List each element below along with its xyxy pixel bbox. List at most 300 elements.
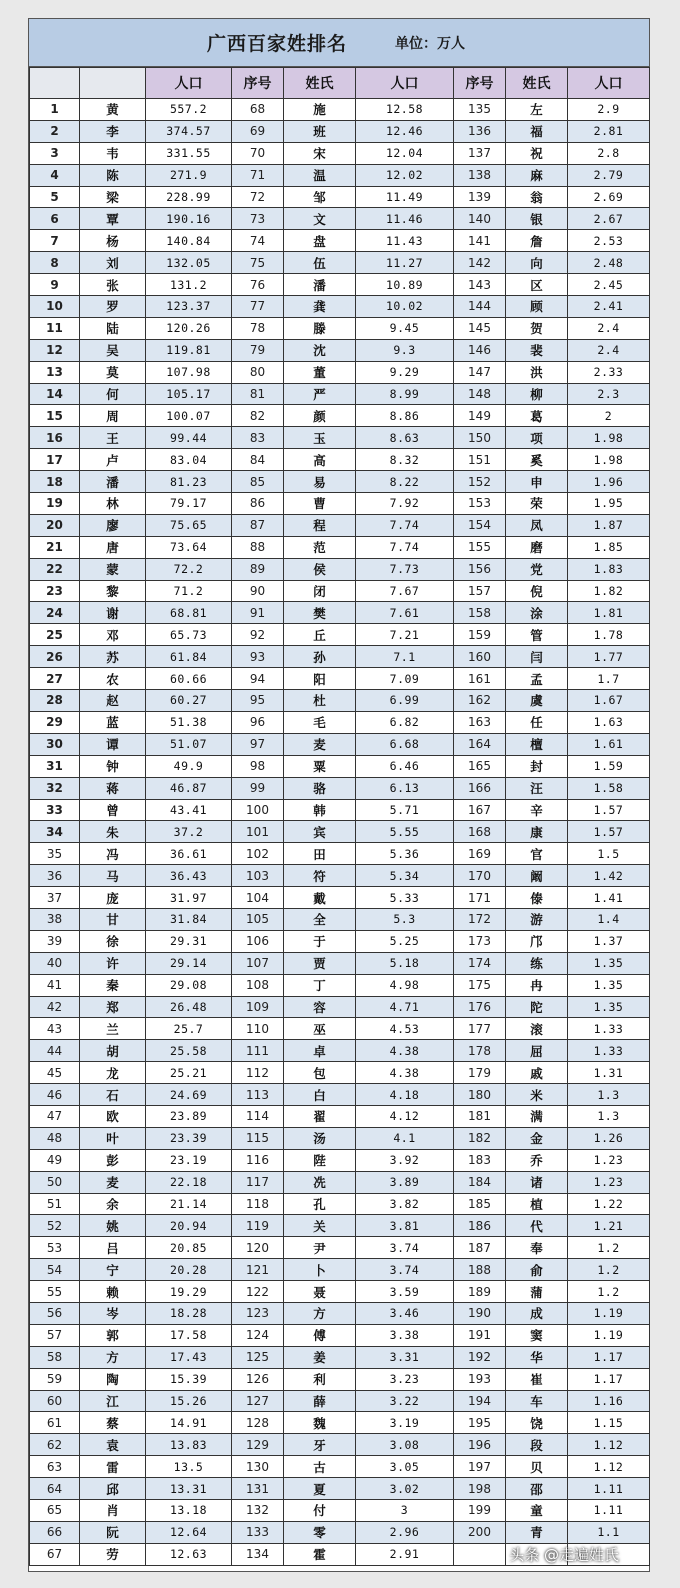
population-cell: 5.71: [356, 799, 454, 821]
table-row: [30, 493, 650, 515]
rank-cell: 66: [30, 1521, 80, 1543]
population-cell: 23.39: [146, 1127, 232, 1149]
population-cell: 1.21: [568, 1215, 650, 1237]
population-cell: 3.31: [356, 1346, 454, 1368]
population-cell: 3.46: [356, 1302, 454, 1324]
population-cell: 49.9: [146, 755, 232, 777]
population-cell: 26.48: [146, 996, 232, 1018]
population-cell: 1.17: [568, 1346, 650, 1368]
population-cell: 1.41: [568, 887, 650, 909]
rank-cell: 82: [232, 405, 284, 427]
rank-cell: 43: [30, 1018, 80, 1040]
surname-cell: 冼: [284, 1171, 356, 1193]
surname-cell: 全: [284, 908, 356, 930]
rank-cell: 122: [232, 1281, 284, 1303]
surname-cell: 傅: [284, 1324, 356, 1346]
surname-cell: 曾: [80, 799, 146, 821]
rank-cell: 88: [232, 536, 284, 558]
surname-cell: 朱: [80, 821, 146, 843]
rank-cell: 166: [454, 777, 506, 799]
surname-cell: 吕: [80, 1237, 146, 1259]
table-row: [30, 1259, 650, 1281]
rank-cell: 177: [454, 1018, 506, 1040]
surname-cell: 孔: [284, 1193, 356, 1215]
surname-cell: 任: [506, 711, 568, 733]
rank-cell: 159: [454, 624, 506, 646]
table-row: [30, 317, 650, 339]
surname-cell: 许: [80, 952, 146, 974]
table-row: [30, 996, 650, 1018]
population-cell: 1.2: [568, 1281, 650, 1303]
table-row: [30, 865, 650, 887]
population-cell: 4.38: [356, 1040, 454, 1062]
rank-cell: 37: [30, 887, 80, 909]
population-cell: 21.14: [146, 1193, 232, 1215]
table-row: [30, 1500, 650, 1522]
population-cell: 5.33: [356, 887, 454, 909]
surname-cell: 段: [506, 1434, 568, 1456]
population-cell: 51.07: [146, 733, 232, 755]
surname-cell: 霍: [284, 1543, 356, 1565]
population-cell: 20.85: [146, 1237, 232, 1259]
surname-cell: 秦: [80, 974, 146, 996]
surname-cell: 付: [284, 1500, 356, 1522]
table-row: [30, 230, 650, 252]
surname-cell: 江: [80, 1390, 146, 1412]
rank-cell: 164: [454, 733, 506, 755]
surname-cell: 屈: [506, 1040, 568, 1062]
rank-cell: 62: [30, 1434, 80, 1456]
table-row: [30, 1302, 650, 1324]
rank-cell: 44: [30, 1040, 80, 1062]
population-cell: 12.46: [356, 120, 454, 142]
rank-cell: 47: [30, 1105, 80, 1127]
rank-cell: 145: [454, 317, 506, 339]
population-cell: 15.39: [146, 1368, 232, 1390]
population-cell: 2.79: [568, 164, 650, 186]
population-cell: 2.41: [568, 296, 650, 318]
population-cell: 15.26: [146, 1390, 232, 1412]
surname-cell: 岑: [80, 1302, 146, 1324]
rank-cell: 185: [454, 1193, 506, 1215]
rank-cell: 9: [30, 274, 80, 296]
population-cell: 7.92: [356, 493, 454, 515]
population-cell: 1.31: [568, 1062, 650, 1084]
rank-cell: 3: [30, 142, 80, 164]
population-cell: 8.99: [356, 383, 454, 405]
rank-cell: 194: [454, 1390, 506, 1412]
rank-cell: 126: [232, 1368, 284, 1390]
population-cell: 83.04: [146, 449, 232, 471]
table-row: [30, 1478, 650, 1500]
rank-cell: 161: [454, 668, 506, 690]
table-row: [30, 471, 650, 493]
population-cell: 3: [356, 1500, 454, 1522]
surname-cell: 温: [284, 164, 356, 186]
population-cell: 1.85: [568, 536, 650, 558]
table-row: [30, 1149, 650, 1171]
header-population-2: 人口: [356, 68, 454, 99]
table-row: [30, 252, 650, 274]
surname-cell: 邝: [506, 930, 568, 952]
rank-cell: 141: [454, 230, 506, 252]
population-cell: 331.55: [146, 142, 232, 164]
surname-cell: 申: [506, 471, 568, 493]
population-cell: 123.37: [146, 296, 232, 318]
table-row: [30, 690, 650, 712]
population-cell: 2.8: [568, 142, 650, 164]
sheet-title: 广西百家姓排名: [207, 33, 348, 55]
surname-cell: 盘: [284, 230, 356, 252]
population-cell: 4.53: [356, 1018, 454, 1040]
population-cell: 8.63: [356, 427, 454, 449]
surname-cell: 田: [284, 843, 356, 865]
population-cell: 13.5: [146, 1456, 232, 1478]
population-cell: 9.29: [356, 361, 454, 383]
rank-cell: 168: [454, 821, 506, 843]
table-row: [30, 843, 650, 865]
rank-cell: 4: [30, 164, 80, 186]
rank-cell: 105: [232, 908, 284, 930]
surname-cell: 曹: [284, 493, 356, 515]
population-cell: 1.82: [568, 580, 650, 602]
surname-cell: 丘: [284, 624, 356, 646]
rank-cell: 140: [454, 208, 506, 230]
population-cell: 1.12: [568, 1434, 650, 1456]
surname-cell: 项: [506, 427, 568, 449]
surname-cell: 金: [506, 1127, 568, 1149]
population-cell: 5.18: [356, 952, 454, 974]
rank-cell: 154: [454, 514, 506, 536]
surname-cell: 零: [284, 1521, 356, 1543]
rank-cell: 60: [30, 1390, 80, 1412]
population-cell: 3.74: [356, 1237, 454, 1259]
population-cell: 131.2: [146, 274, 232, 296]
population-cell: 1.58: [568, 777, 650, 799]
population-cell: 68.81: [146, 602, 232, 624]
population-cell: 3.19: [356, 1412, 454, 1434]
surname-cell: 满: [506, 1105, 568, 1127]
rank-cell: 1: [30, 99, 80, 121]
rank-cell: 56: [30, 1302, 80, 1324]
surname-cell: 滚: [506, 1018, 568, 1040]
surname-cell: 顾: [506, 296, 568, 318]
table-row: [30, 405, 650, 427]
population-cell: 8.32: [356, 449, 454, 471]
population-cell: 19.29: [146, 1281, 232, 1303]
rank-cell: 118: [232, 1193, 284, 1215]
population-cell: 99.44: [146, 427, 232, 449]
population-cell: 5.36: [356, 843, 454, 865]
surname-cell: 范: [284, 536, 356, 558]
title-bar: [29, 19, 649, 67]
rank-cell: 95: [232, 690, 284, 712]
population-cell: 13.83: [146, 1434, 232, 1456]
rank-cell: 41: [30, 974, 80, 996]
table-row: [30, 1127, 650, 1149]
table-row: [30, 120, 650, 142]
surname-cell: 邱: [80, 1478, 146, 1500]
rank-cell: 113: [232, 1084, 284, 1106]
rank-cell: 175: [454, 974, 506, 996]
population-cell: 6.46: [356, 755, 454, 777]
surname-cell: 符: [284, 865, 356, 887]
population-cell: 17.58: [146, 1324, 232, 1346]
surname-cell: 青: [506, 1521, 568, 1543]
population-cell: 100.07: [146, 405, 232, 427]
rank-cell: 135: [454, 99, 506, 121]
rank-cell: 25: [30, 624, 80, 646]
rank-cell: 96: [232, 711, 284, 733]
rank-cell: 6: [30, 208, 80, 230]
rank-cell: 156: [454, 558, 506, 580]
population-cell: 1.19: [568, 1324, 650, 1346]
surname-cell: 陈: [80, 164, 146, 186]
population-cell: 1.67: [568, 690, 650, 712]
rank-cell: 100: [232, 799, 284, 821]
population-cell: 1.77: [568, 646, 650, 668]
surname-cell: 文: [284, 208, 356, 230]
table-row: [30, 99, 650, 121]
table-row: [30, 1521, 650, 1543]
population-cell: 46.87: [146, 777, 232, 799]
population-cell: 3.05: [356, 1456, 454, 1478]
surname-cell: 容: [284, 996, 356, 1018]
population-cell: 132.05: [146, 252, 232, 274]
rank-cell: 69: [232, 120, 284, 142]
table-row: [30, 580, 650, 602]
rank-cell: 59: [30, 1368, 80, 1390]
population-cell: 60.66: [146, 668, 232, 690]
surname-cell: 叶: [80, 1127, 146, 1149]
rank-cell: 106: [232, 930, 284, 952]
rank-cell: 22: [30, 558, 80, 580]
table-row: [30, 536, 650, 558]
table-row: [30, 1105, 650, 1127]
surname-cell: 车: [506, 1390, 568, 1412]
population-cell: 7.73: [356, 558, 454, 580]
rank-cell: 120: [232, 1237, 284, 1259]
surname-cell: 凤: [506, 514, 568, 536]
rank-cell: 20: [30, 514, 80, 536]
surname-cell: 唐: [80, 536, 146, 558]
surname-cell: 玉: [284, 427, 356, 449]
rank-cell: 157: [454, 580, 506, 602]
rank-cell: 85: [232, 471, 284, 493]
population-cell: 29.14: [146, 952, 232, 974]
population-cell: 1.22: [568, 1193, 650, 1215]
surname-cell: 陆: [80, 317, 146, 339]
surname-cell: 向: [506, 252, 568, 274]
header-rank-3: 序号: [454, 68, 506, 99]
population-cell: 6.82: [356, 711, 454, 733]
surname-cell: 肖: [80, 1500, 146, 1522]
rank-cell: 71: [232, 164, 284, 186]
population-cell: 6.68: [356, 733, 454, 755]
surname-cell: 施: [284, 99, 356, 121]
surname-cell: 邓: [80, 624, 146, 646]
surname-cell: 程: [284, 514, 356, 536]
rank-cell: [454, 1543, 506, 1565]
surname-cell: 徐: [80, 930, 146, 952]
rank-cell: 91: [232, 602, 284, 624]
population-cell: 4.38: [356, 1062, 454, 1084]
table-row: [30, 1215, 650, 1237]
population-cell: 1.3: [568, 1105, 650, 1127]
rank-cell: 87: [232, 514, 284, 536]
surname-cell: 侯: [284, 558, 356, 580]
population-cell: 8.86: [356, 405, 454, 427]
surname-cell: 陀: [506, 996, 568, 1018]
population-cell: 2.3: [568, 383, 650, 405]
population-cell: 75.65: [146, 514, 232, 536]
table-row: [30, 755, 650, 777]
population-cell: 2.4: [568, 339, 650, 361]
surname-cell: 陛: [284, 1149, 356, 1171]
rank-cell: 163: [454, 711, 506, 733]
population-cell: 1.5: [568, 843, 650, 865]
table-row: [30, 1346, 650, 1368]
surname-cell: 董: [284, 361, 356, 383]
surname-cell: 麦: [80, 1171, 146, 1193]
surname-cell: 葛: [506, 405, 568, 427]
population-cell: 5.34: [356, 865, 454, 887]
population-cell: 5.3: [356, 908, 454, 930]
surname-cell: 阮: [80, 1521, 146, 1543]
table-row: [30, 1193, 650, 1215]
rank-cell: 63: [30, 1456, 80, 1478]
population-cell: 29.31: [146, 930, 232, 952]
table-row: [30, 1390, 650, 1412]
surname-cell: 易: [284, 471, 356, 493]
population-cell: 23.89: [146, 1105, 232, 1127]
header-population-1: 人口: [146, 68, 232, 99]
rank-cell: 174: [454, 952, 506, 974]
surname-ranking-sheet: [28, 18, 650, 1572]
rank-cell: 73: [232, 208, 284, 230]
surname-cell: 魏: [284, 1412, 356, 1434]
rank-cell: 78: [232, 317, 284, 339]
surname-cell: 粟: [284, 755, 356, 777]
population-cell: 2.69: [568, 186, 650, 208]
rank-cell: 101: [232, 821, 284, 843]
population-cell: 12.64: [146, 1521, 232, 1543]
rank-cell: 182: [454, 1127, 506, 1149]
population-cell: 12.02: [356, 164, 454, 186]
population-cell: 12.04: [356, 142, 454, 164]
rank-cell: 142: [454, 252, 506, 274]
surname-cell: 刘: [80, 252, 146, 274]
population-cell: 71.2: [146, 580, 232, 602]
table-row: [30, 383, 650, 405]
rank-cell: 186: [454, 1215, 506, 1237]
rank-cell: 2: [30, 120, 80, 142]
surname-cell: 祝: [506, 142, 568, 164]
rank-cell: 19: [30, 493, 80, 515]
table-row: [30, 449, 650, 471]
surname-cell: 福: [506, 120, 568, 142]
rank-cell: 36: [30, 865, 80, 887]
surname-cell: 彭: [80, 1149, 146, 1171]
population-cell: 37.2: [146, 821, 232, 843]
population-cell: 3.92: [356, 1149, 454, 1171]
rank-cell: 139: [454, 186, 506, 208]
population-cell: 1.59: [568, 755, 650, 777]
population-cell: 1.57: [568, 821, 650, 843]
table-row: [30, 1062, 650, 1084]
rank-cell: 48: [30, 1127, 80, 1149]
rank-cell: 65: [30, 1500, 80, 1522]
population-cell: 5.25: [356, 930, 454, 952]
table-row: [30, 646, 650, 668]
rank-cell: 190: [454, 1302, 506, 1324]
surname-cell: 龚: [284, 296, 356, 318]
rank-cell: 74: [232, 230, 284, 252]
watermark: 头条 @走遍姓氏: [509, 1546, 619, 1564]
rank-cell: 114: [232, 1105, 284, 1127]
rank-cell: 172: [454, 908, 506, 930]
population-cell: 2.91: [356, 1543, 454, 1565]
rank-cell: 102: [232, 843, 284, 865]
surname-cell: 冯: [80, 843, 146, 865]
table-row: [30, 799, 650, 821]
population-cell: 557.2: [146, 99, 232, 121]
population-cell: 25.21: [146, 1062, 232, 1084]
rank-cell: 123: [232, 1302, 284, 1324]
rank-cell: 46: [30, 1084, 80, 1106]
population-cell: 374.57: [146, 120, 232, 142]
population-cell: 2.9: [568, 99, 650, 121]
surname-cell: 赵: [80, 690, 146, 712]
table-row: [30, 1324, 650, 1346]
rank-cell: 54: [30, 1259, 80, 1281]
rank-cell: 127: [232, 1390, 284, 1412]
surname-cell: 翁: [506, 186, 568, 208]
population-cell: 2.45: [568, 274, 650, 296]
table-row: [30, 952, 650, 974]
surname-cell: 杜: [284, 690, 356, 712]
surname-cell: 卜: [284, 1259, 356, 1281]
rank-cell: 167: [454, 799, 506, 821]
rank-cell: 14: [30, 383, 80, 405]
population-cell: 7.67: [356, 580, 454, 602]
rank-cell: 160: [454, 646, 506, 668]
population-cell: 31.97: [146, 887, 232, 909]
rank-cell: 150: [454, 427, 506, 449]
rank-cell: 181: [454, 1105, 506, 1127]
surname-cell: 蒲: [506, 1281, 568, 1303]
table-row: [30, 1171, 650, 1193]
surname-cell: 方: [284, 1302, 356, 1324]
rank-cell: 26: [30, 646, 80, 668]
population-cell: 1.1: [568, 1521, 650, 1543]
rank-cell: 197: [454, 1456, 506, 1478]
surname-cell: 游: [506, 908, 568, 930]
surname-cell: 马: [80, 865, 146, 887]
population-cell: 43.41: [146, 799, 232, 821]
population-cell: 1.87: [568, 514, 650, 536]
surname-cell: 班: [284, 120, 356, 142]
surname-cell: 贺: [506, 317, 568, 339]
surname-cell: 左: [506, 99, 568, 121]
population-cell: 4.98: [356, 974, 454, 996]
population-cell: 1.17: [568, 1368, 650, 1390]
surname-cell: 郑: [80, 996, 146, 1018]
population-cell: 22.18: [146, 1171, 232, 1193]
surname-cell: 张: [80, 274, 146, 296]
rank-cell: 152: [454, 471, 506, 493]
table-row: [30, 427, 650, 449]
